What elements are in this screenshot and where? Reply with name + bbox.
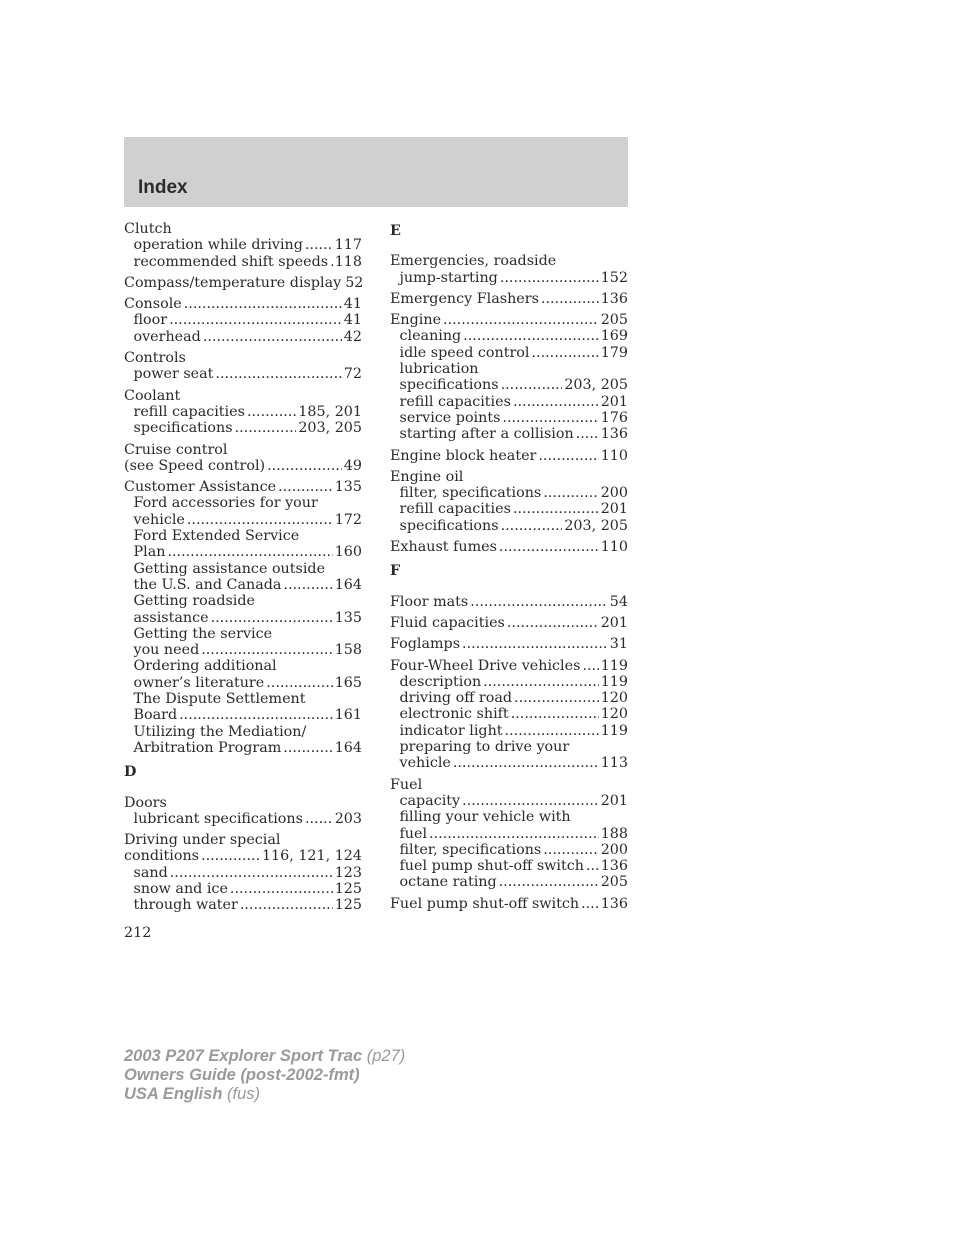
page-reference: 185, 201: [298, 403, 362, 420]
page-reference: 136: [600, 858, 628, 875]
page-reference: 119: [600, 673, 628, 690]
index-term: [124, 350, 362, 366]
entry-text: Engine: [390, 312, 442, 329]
entry-text: Getting the service: [133, 625, 273, 642]
index-term: [390, 777, 628, 793]
index-subentry: [124, 691, 362, 707]
index-subentry: [390, 501, 628, 517]
entry-text: Emergencies, roadside: [390, 253, 557, 270]
page-reference: 201: [600, 614, 628, 631]
footer-model: 2003 P207 Explorer Sport Trac: [124, 1047, 363, 1065]
dot-leader: [278, 479, 333, 495]
index-term: [390, 636, 628, 652]
page-reference: 123: [334, 864, 362, 881]
section-letter: F: [390, 563, 401, 580]
dot-leader: [169, 312, 342, 328]
entry-text: Coolant: [124, 387, 181, 404]
dot-leader: [501, 518, 563, 534]
dot-leader: [582, 658, 598, 674]
entry-text: description: [399, 673, 482, 690]
index-entry: [390, 539, 628, 555]
index-subentry: [124, 658, 362, 674]
index-subentry: [124, 528, 362, 544]
entry-text: Exhaust fumes: [390, 539, 497, 556]
entry-text: Ordering additional: [133, 658, 277, 675]
index-entry: [390, 896, 628, 912]
entry-text: assistance: [133, 609, 209, 626]
entry-text: lubrication: [399, 361, 479, 378]
entry-text: filling your vehicle with: [399, 809, 571, 826]
index-entry: [390, 448, 628, 464]
index-term: [124, 388, 362, 404]
entry-text: you need: [133, 642, 200, 659]
entry-text: sand: [133, 864, 168, 881]
page-reference: 203, 205: [564, 517, 628, 534]
index-subentry: [390, 739, 628, 755]
entry-text: Ford Extended Service: [133, 528, 300, 545]
entry-text: starting after a collision: [399, 426, 574, 443]
entry-text: refill capacities: [399, 501, 511, 518]
page-reference: 161: [334, 707, 362, 724]
index-subentry: [390, 485, 628, 501]
entry-text: Compass/temperature display: [124, 274, 342, 291]
entry-text: the U.S. and Canada: [133, 576, 282, 593]
dot-leader: [505, 723, 599, 739]
index-entry: [124, 221, 362, 270]
dot-leader: [211, 610, 333, 626]
section-letter: E: [390, 223, 401, 239]
page-number: 212: [124, 925, 152, 941]
index-subentry: [390, 874, 628, 890]
entry-text: specifications: [399, 517, 499, 534]
page-reference: 203: [334, 810, 362, 827]
dot-leader: [586, 858, 599, 874]
index-term: [390, 448, 628, 464]
index-subentry: [124, 897, 362, 913]
entry-text: Engine block heater: [390, 447, 537, 464]
page-reference: 165: [334, 674, 362, 691]
entry-text: Board: [133, 707, 178, 724]
page-reference: 201: [600, 393, 628, 410]
index-subentry: [390, 377, 628, 393]
dot-leader: [462, 636, 608, 652]
dot-leader: [240, 897, 333, 913]
dot-leader: [187, 512, 333, 528]
entry-text: snow and ice: [133, 880, 228, 897]
entry-text: idle speed control: [399, 344, 530, 361]
dot-leader: [576, 426, 599, 442]
section-letter: D: [124, 764, 137, 781]
index-column-right: [390, 221, 628, 917]
entry-text: Emergency Flashers: [390, 290, 539, 307]
page-reference: 118: [334, 253, 362, 270]
entry-text: Customer Assistance: [124, 479, 277, 496]
index-subentry: [390, 518, 628, 534]
dot-leader: [500, 270, 599, 286]
page-reference: 135: [334, 609, 362, 626]
index-subentry: [124, 366, 362, 382]
page-reference: 116, 121, 124: [261, 848, 362, 865]
entry-text: operation while driving: [133, 237, 303, 254]
entry-text: Clutch: [124, 221, 172, 237]
index-entry: [390, 594, 628, 610]
page-reference: 31: [609, 636, 628, 653]
index-entry: [124, 350, 362, 383]
index-subentry: [390, 858, 628, 874]
index-subentry: [390, 410, 628, 426]
dot-leader: [501, 377, 563, 393]
page-reference: 41: [343, 312, 362, 329]
index-entry: [390, 469, 628, 534]
entry-text: Doors: [124, 794, 167, 811]
dot-leader: [470, 594, 608, 610]
entry-text: floor: [133, 312, 168, 329]
entry-text: The Dispute Settlement: [133, 691, 306, 708]
dot-leader: [502, 410, 598, 426]
entry-text: (see Speed control): [124, 457, 266, 474]
index-subentry: [124, 237, 362, 253]
index-entry: [124, 442, 362, 475]
page-reference: 110: [600, 539, 628, 556]
page-reference: 205: [600, 312, 628, 329]
entry-text: Driving under special: [124, 832, 281, 849]
index-subentry: [124, 675, 362, 691]
index-entry: [390, 658, 628, 772]
index-entry: [390, 777, 628, 891]
dot-leader: [429, 826, 599, 842]
page-reference: 172: [334, 511, 362, 528]
entry-text: Plan: [133, 544, 166, 561]
dot-leader: [184, 296, 342, 312]
dot-leader: [201, 848, 260, 864]
index-subentry: [124, 404, 362, 420]
page-reference: 136: [600, 426, 628, 443]
entry-text: specifications: [133, 420, 233, 437]
index-entry: [124, 795, 362, 828]
index-term: [124, 479, 362, 495]
page-reference: 136: [600, 290, 628, 307]
dot-leader: [267, 458, 342, 474]
index-subentry: [390, 426, 628, 442]
entry-text: Fluid capacities: [390, 614, 505, 631]
index-entry: [390, 291, 628, 307]
index-term: [390, 658, 628, 674]
index-subentry: [124, 561, 362, 577]
index-term: [124, 442, 362, 458]
dot-leader: [230, 881, 333, 897]
entry-text: Four-Wheel Drive vehicles: [390, 657, 581, 674]
index-subentry: [390, 394, 628, 410]
entry-text: Engine oil: [390, 468, 464, 485]
entry-text: jump-starting: [399, 269, 498, 286]
page-reference: 160: [334, 544, 362, 561]
index-subentry: [390, 328, 628, 344]
index-header-bar: [124, 137, 628, 207]
dot-leader: [462, 793, 599, 809]
page-reference: 203, 205: [298, 420, 362, 437]
index-entry: [390, 615, 628, 631]
entry-text: Floor mats: [390, 593, 469, 610]
entry-text: fuel pump shut-off switch: [399, 858, 584, 875]
footer-guide: Owners Guide (post-2002-fmt): [124, 1066, 360, 1084]
index-subentry: [124, 420, 362, 436]
index-entry: [124, 388, 362, 437]
dot-leader: [283, 577, 332, 593]
dot-leader: [511, 706, 599, 722]
index-term: [390, 896, 628, 912]
index-subentry: [390, 826, 628, 842]
index-subentry: [390, 674, 628, 690]
dot-leader: [514, 690, 599, 706]
entry-text: vehicle: [133, 511, 185, 528]
entry-text: indicator light: [399, 722, 503, 739]
index-subentry: [390, 690, 628, 706]
index-term: [390, 594, 628, 610]
dot-leader: [167, 544, 332, 560]
entry-text: filter, specifications: [399, 841, 542, 858]
index-subentry: [124, 865, 362, 881]
index-subentry: [124, 544, 362, 560]
entry-text: recommended shift speeds: [133, 253, 329, 270]
index-subentry: [124, 707, 362, 723]
dot-leader: [507, 615, 599, 631]
dot-leader: [215, 366, 341, 382]
page-reference: 125: [334, 880, 362, 897]
dot-leader: [235, 420, 297, 436]
index-subentry: [124, 329, 362, 345]
index-subentry: [390, 755, 628, 771]
dot-leader: [330, 254, 333, 270]
dot-leader: [499, 874, 599, 890]
page-reference: 201: [600, 501, 628, 518]
dot-leader: [499, 539, 599, 555]
entry-text: lubricant specifications: [133, 810, 303, 827]
page-reference: 42: [343, 328, 362, 345]
index-term: [390, 253, 628, 269]
dot-leader: [538, 448, 598, 464]
index-term: [390, 615, 628, 631]
index-subentry: [124, 593, 362, 609]
entry-text: through water: [133, 897, 238, 914]
index-subentry: [124, 312, 362, 328]
index-entry: [124, 296, 362, 345]
index-term: [124, 795, 362, 811]
index-subentry: [124, 495, 362, 511]
entry-text: filter, specifications: [399, 485, 542, 502]
page-reference: 201: [600, 792, 628, 809]
entry-text: owner’s literature: [133, 674, 265, 691]
entry-text: preparing to drive your: [399, 739, 570, 756]
dot-leader: [543, 842, 598, 858]
page-reference: 49: [343, 457, 362, 474]
index-subentry: [124, 512, 362, 528]
index-subentry: [390, 270, 628, 286]
index-subentry: [124, 740, 362, 756]
index-term: [124, 275, 362, 291]
index-subentry: [390, 706, 628, 722]
page-reference: 169: [600, 328, 628, 345]
dot-leader: [179, 707, 333, 723]
entry-text: conditions: [124, 848, 200, 865]
index-entry: [390, 312, 628, 442]
entry-text: Utilizing the Mediation/: [133, 723, 307, 740]
dot-leader: [170, 865, 333, 881]
page-reference: 200: [600, 485, 628, 502]
dot-leader: [283, 740, 332, 756]
page-reference: 164: [334, 739, 362, 756]
index-subentry: [124, 811, 362, 827]
page-reference: 136: [600, 895, 628, 912]
page-reference: 176: [600, 409, 628, 426]
entry-text: Getting assistance outside: [133, 560, 326, 577]
index-subentry: [124, 881, 362, 897]
dot-leader: [201, 642, 332, 658]
index-entry: [124, 832, 362, 913]
page-reference: 158: [334, 642, 362, 659]
index-subentry: [390, 345, 628, 361]
index-subentry: [390, 809, 628, 825]
index-entry: [124, 479, 362, 756]
index-subentry: [124, 254, 362, 270]
entry-text: overhead: [133, 328, 201, 345]
dot-leader: [532, 345, 599, 361]
page-reference: 205: [600, 874, 628, 891]
footer-model-code: (p27): [362, 1047, 406, 1065]
index-subentry: [390, 793, 628, 809]
entry-text: Fuel: [390, 776, 423, 793]
entry-text: Foglamps: [390, 636, 461, 653]
page-reference: 120: [600, 706, 628, 723]
entry-text: fuel: [399, 825, 428, 842]
entry-text: Cruise control: [124, 441, 228, 458]
footer-language: USA English: [124, 1085, 223, 1103]
index-term: [124, 848, 362, 864]
entry-text: power seat: [133, 366, 214, 383]
index-term: [390, 291, 628, 307]
dot-leader: [203, 329, 342, 345]
index-term: [390, 312, 628, 328]
index-subentry: [390, 842, 628, 858]
index-term: [390, 539, 628, 555]
index-term: [124, 296, 362, 312]
entry-text: octane rating: [399, 874, 497, 891]
page-reference: 164: [334, 576, 362, 593]
entry-text: electronic shift: [399, 706, 509, 723]
page-reference: 152: [600, 269, 628, 286]
entry-text: Arbitration Program: [133, 739, 282, 756]
dot-leader: [541, 291, 599, 307]
index-subentry: [124, 724, 362, 740]
page-reference: 135: [334, 479, 362, 496]
page-reference: 203, 205: [564, 377, 628, 394]
page-reference: 52: [345, 274, 364, 291]
index-subentry: [124, 577, 362, 593]
page-reference: 113: [600, 755, 628, 772]
entry-text: Getting roadside: [133, 593, 255, 610]
page-reference: 110: [600, 447, 628, 464]
page-reference: 179: [600, 344, 628, 361]
dot-leader: [305, 237, 333, 253]
entry-text: specifications: [399, 377, 499, 394]
dot-leader: [581, 896, 599, 912]
dot-leader: [463, 328, 598, 344]
dot-leader: [266, 675, 332, 691]
entry-text: Fuel pump shut-off switch: [390, 895, 580, 912]
index-subentry: [124, 610, 362, 626]
dot-leader: [247, 404, 296, 420]
page-reference: 54: [609, 593, 628, 610]
entry-text: Ford accessories for your: [133, 495, 318, 512]
index-subentry: [124, 642, 362, 658]
page-reference: 200: [600, 841, 628, 858]
entry-text: Console: [124, 296, 182, 313]
dot-leader: [513, 394, 599, 410]
index-term: [390, 469, 628, 485]
dot-leader: [443, 312, 599, 328]
index-term: [124, 458, 362, 474]
page-reference: 72: [343, 366, 362, 383]
dot-leader: [483, 674, 599, 690]
entry-text: Controls: [124, 350, 186, 367]
entry-text: refill capacities: [133, 403, 245, 420]
footer-language-code: (fus): [222, 1085, 260, 1103]
dot-leader: [543, 485, 598, 501]
entry-text: refill capacities: [399, 393, 511, 410]
page-reference: 119: [600, 722, 628, 739]
index-term: [124, 221, 362, 237]
page-reference: 41: [343, 296, 362, 313]
dot-leader: [453, 755, 599, 771]
page-title: Index: [138, 177, 188, 198]
entry-text: capacity: [399, 792, 461, 809]
document-footer: [124, 1047, 405, 1104]
index-entry: [390, 253, 628, 286]
index-entry: [124, 275, 362, 291]
index-subentry: [390, 723, 628, 739]
dot-leader: [513, 501, 599, 517]
entry-text: driving off road: [399, 690, 513, 707]
page-reference: 188: [600, 825, 628, 842]
entry-text: vehicle: [399, 755, 451, 772]
index-column-left: [124, 221, 362, 919]
page-reference: 119: [600, 657, 628, 674]
index-subentry: [390, 361, 628, 377]
dot-leader: [305, 811, 333, 827]
entry-text: cleaning: [399, 328, 462, 345]
entry-text: service points: [399, 409, 501, 426]
page-reference: 125: [334, 897, 362, 914]
index-entry: [390, 636, 628, 652]
page-reference: 120: [600, 690, 628, 707]
index-term: [124, 832, 362, 848]
index-subentry: [124, 626, 362, 642]
page-reference: 117: [334, 237, 362, 254]
